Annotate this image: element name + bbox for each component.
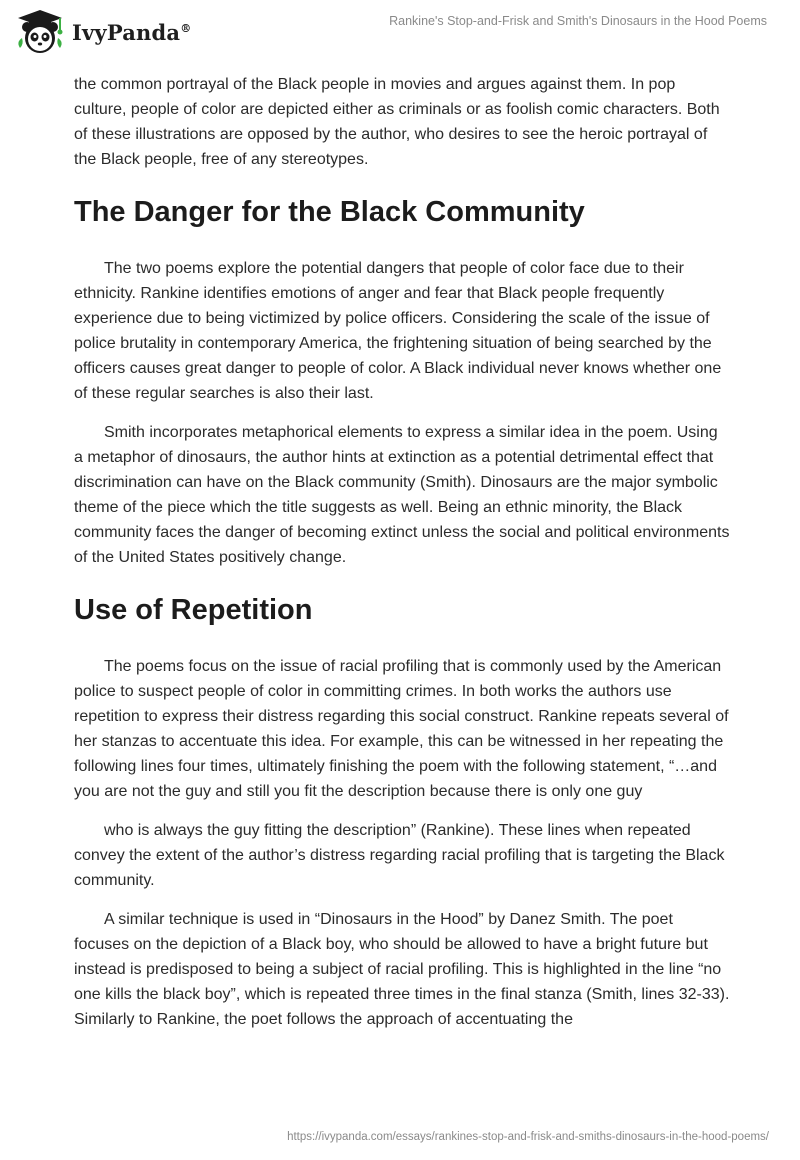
logo[interactable] <box>14 8 191 56</box>
essay-content <box>74 72 730 1046</box>
intro-paragraph: the common portrayal of the Black people in movies and argues against them. In pop culture, people of color are depicted either as criminals or as foolish comic characters. Both of these illustrations are opposed by the author, who desires to see the heroic portrayal of the Black people, free of any stereotypes. <box>74 76 720 168</box>
paragraph: Smith incorporates metaphorical elements to express a similar idea in the poem. Using a metaphor of dinosaurs, the author hints at extinction as a potential detrimental effect that discrimination can have on the Black community (Smith). Dinosaurs are the major symbolic theme of the piece which the title suggests as well. Being an ethnic minority, the Black community faces the danger of becoming extinct unless the social and political environments of the United States positively change. <box>74 424 730 566</box>
paragraph: The poems focus on the issue of racial profiling that is commonly used by the American police to suspect people of color in committing crimes. In both works the authors use repetition to express their distress regarding this social construct. Rankine repeats several of her stanzas to accentuate this idea. For example, this can be witnessed in her repeating the following lines four times, ultimately finishing the poem with the following statement, “…and you are not the guy and still you fit the description because there is only one guy <box>74 658 729 800</box>
source-url[interactable]: https://ivypanda.com/essays/rankines-stop-and-frisk-and-smiths-dinosaurs-in-the-hood-poems/ <box>287 1131 769 1143</box>
logo-text: IvyPanda® <box>72 19 192 45</box>
panda-graduation-icon <box>14 8 66 56</box>
section-heading-repetition: Use of Repetition <box>74 594 313 626</box>
paragraph: A similar technique is used in “Dinosaurs in the Hood” by Danez Smith. The poet focuses on the depiction of a Black boy, who should be allowed to have a bright future but instead is predisposed to being a subject of racial profiling. This is highlighted in the line “no one kills the black boy”, which is repeated three times in the final stanza (Smith, lines 32-33). Similarly to Rankine, the poet follows the approach of accentuating the <box>74 911 730 1028</box>
paragraph: who is always the guy fitting the description” (Rankine). These lines when repeated convey the extent of the author’s distress regarding racial profiling that is targeting the Black community. <box>74 822 725 889</box>
paragraph: The two poems explore the potential dangers that people of color face due to their ethnicity. Rankine identifies emotions of anger and fear that Black people frequently experience due to being victimized by police officers. Considering the scale of the issue of police brutality in contemporary America, the frightening situation of being searched by the officers causes great danger to people of color. A Black individual never knows whether one of these regular searches is also their last. <box>74 260 722 402</box>
page-header <box>0 0 800 70</box>
document-title: Rankine's Stop-and-Frisk and Smith's Dinosaurs in the Hood Poems <box>389 14 767 28</box>
section-heading-danger: The Danger for the Black Community <box>74 196 585 228</box>
